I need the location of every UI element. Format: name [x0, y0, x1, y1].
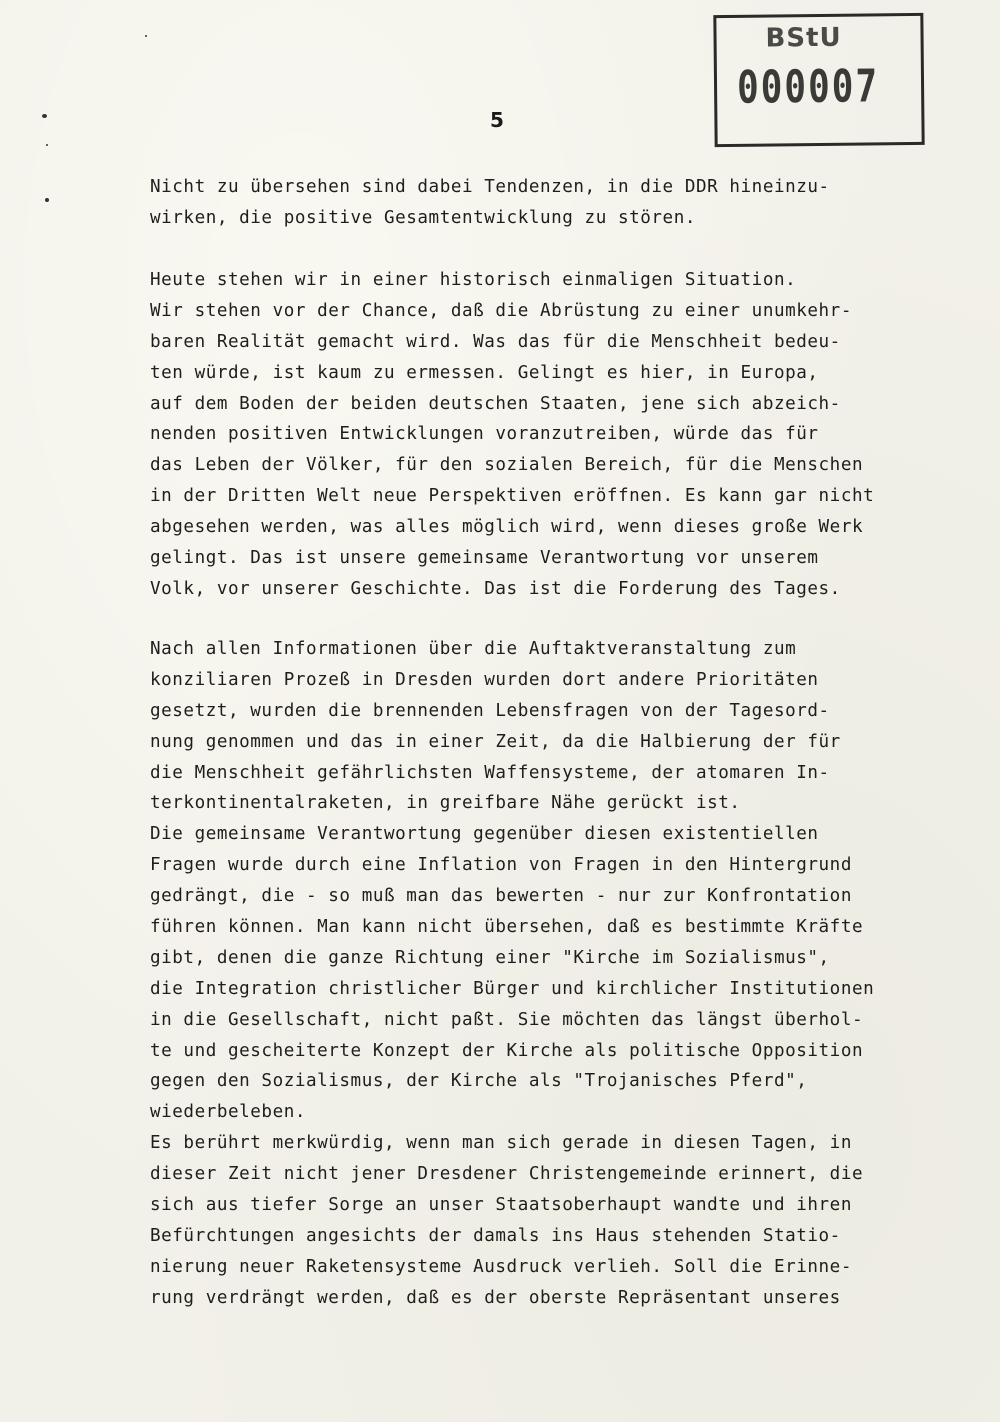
- text-line: führen können. Man kann nicht übersehen, daß es bestimmte Kräfte: [150, 917, 864, 938]
- stamp-number: 000007: [736, 61, 880, 114]
- paragraph-2: [150, 265, 970, 605]
- text-line: Nicht zu übersehen sind dabei Tendenzen, in die DDR hineinzu-: [150, 177, 830, 197]
- text-line: wirken, die positive Gesamtentwicklung zu stören.: [150, 207, 696, 228]
- text-line: das Leben der Völker, für den sozialen Bereich, für die Menschen: [150, 455, 864, 476]
- text-line: gelingt. Das ist unsere gemeinsame Verantwortung vor unserem: [150, 548, 819, 569]
- stamp-title: BStU: [765, 22, 842, 54]
- text-line: gibt, denen die ganze Richtung einer "Kirche im Sozialismus",: [150, 947, 830, 968]
- text-line: konziliaren Prozeß in Dresden wurden dort andere Prioritäten: [150, 669, 819, 690]
- text-line: baren Realität gemacht wird. Was das für die Menschheit bedeu-: [150, 331, 841, 352]
- text-line: rung verdrängt werden, daß es der oberste Repräsentant unseres: [150, 1287, 841, 1308]
- archive-stamp: [713, 13, 924, 147]
- text-line: terkontinentalraketen, in greifbare Nähe gerückt ist.: [150, 793, 741, 814]
- text-line: Volk, vor unserer Geschichte. Das ist die Forderung des Tages.: [150, 578, 841, 599]
- text-line: die Integration christlicher Bürger und kirchlicher Institutionen: [150, 978, 875, 999]
- text-line: Wir stehen vor der Chance, daß die Abrüstung zu einer unumkehr-: [150, 300, 852, 321]
- text-line: Die gemeinsame Verantwortung gegenüber diesen existentiellen: [150, 824, 819, 845]
- text-line: te und gescheiterte Konzept der Kirche als politische Opposition: [150, 1040, 864, 1061]
- text-line: ten würde, ist kaum zu ermessen. Gelingt es hier, in Europa,: [150, 362, 819, 383]
- scan-speck: [145, 35, 147, 37]
- text-line: Heute stehen wir in einer historisch einmaligen Situation.: [150, 270, 797, 290]
- paragraph-3: [150, 634, 970, 1314]
- scan-speck: [42, 114, 47, 118]
- text-line: gegen den Sozialismus, der Kirche als "Trojanisches Pferd",: [150, 1071, 808, 1092]
- text-line: die Menschheit gefährlichsten Waffensysteme, der atomaren In-: [150, 762, 830, 783]
- text-line: nung genommen und das in einer Zeit, da die Halbierung der für: [150, 731, 841, 752]
- text-line: Fragen wurde durch eine Inflation von Fragen in den Hintergrund: [150, 855, 852, 876]
- text-line: in die Gesellschaft, nicht paßt. Sie möchten das längst überhol-: [150, 1009, 864, 1030]
- text-line: Es berührt merkwürdig, wenn man sich gerade in diesen Tagen, in: [150, 1133, 852, 1154]
- text-line: dieser Zeit nicht jener Dresdener Christengemeinde erinnert, die: [150, 1164, 864, 1185]
- text-line: wiederbeleben.: [150, 1102, 306, 1123]
- text-line: nenden positiven Entwicklungen voranzutreiben, würde das für: [150, 424, 819, 445]
- page-number: 5: [490, 108, 504, 132]
- text-line: sich aus tiefer Sorge an unser Staatsoberhaupt wandte und ihren: [150, 1195, 852, 1216]
- scan-speck: [45, 198, 49, 202]
- text-line: Nach allen Informationen über die Auftaktveranstaltung zum: [150, 639, 797, 659]
- text-line: gedrängt, die - so muß man das bewerten - nur zur Konfrontation: [150, 886, 852, 907]
- paragraph-1: [150, 172, 970, 234]
- scan-speck: [46, 144, 48, 146]
- text-line: auf dem Boden der beiden deutschen Staaten, jene sich abzeich-: [150, 393, 841, 414]
- text-line: gesetzt, wurden die brennenden Lebensfragen von der Tagesord-: [150, 700, 830, 721]
- text-line: nierung neuer Raketensysteme Ausdruck verlieh. Soll die Erinne-: [150, 1256, 852, 1277]
- text-line: abgesehen werden, was alles möglich wird, wenn dieses große Werk: [150, 517, 864, 538]
- text-line: in der Dritten Welt neue Perspektiven eröffnen. Es kann gar nicht: [150, 486, 875, 507]
- text-line: Befürchtungen angesichts der damals ins Haus stehenden Statio-: [150, 1225, 841, 1246]
